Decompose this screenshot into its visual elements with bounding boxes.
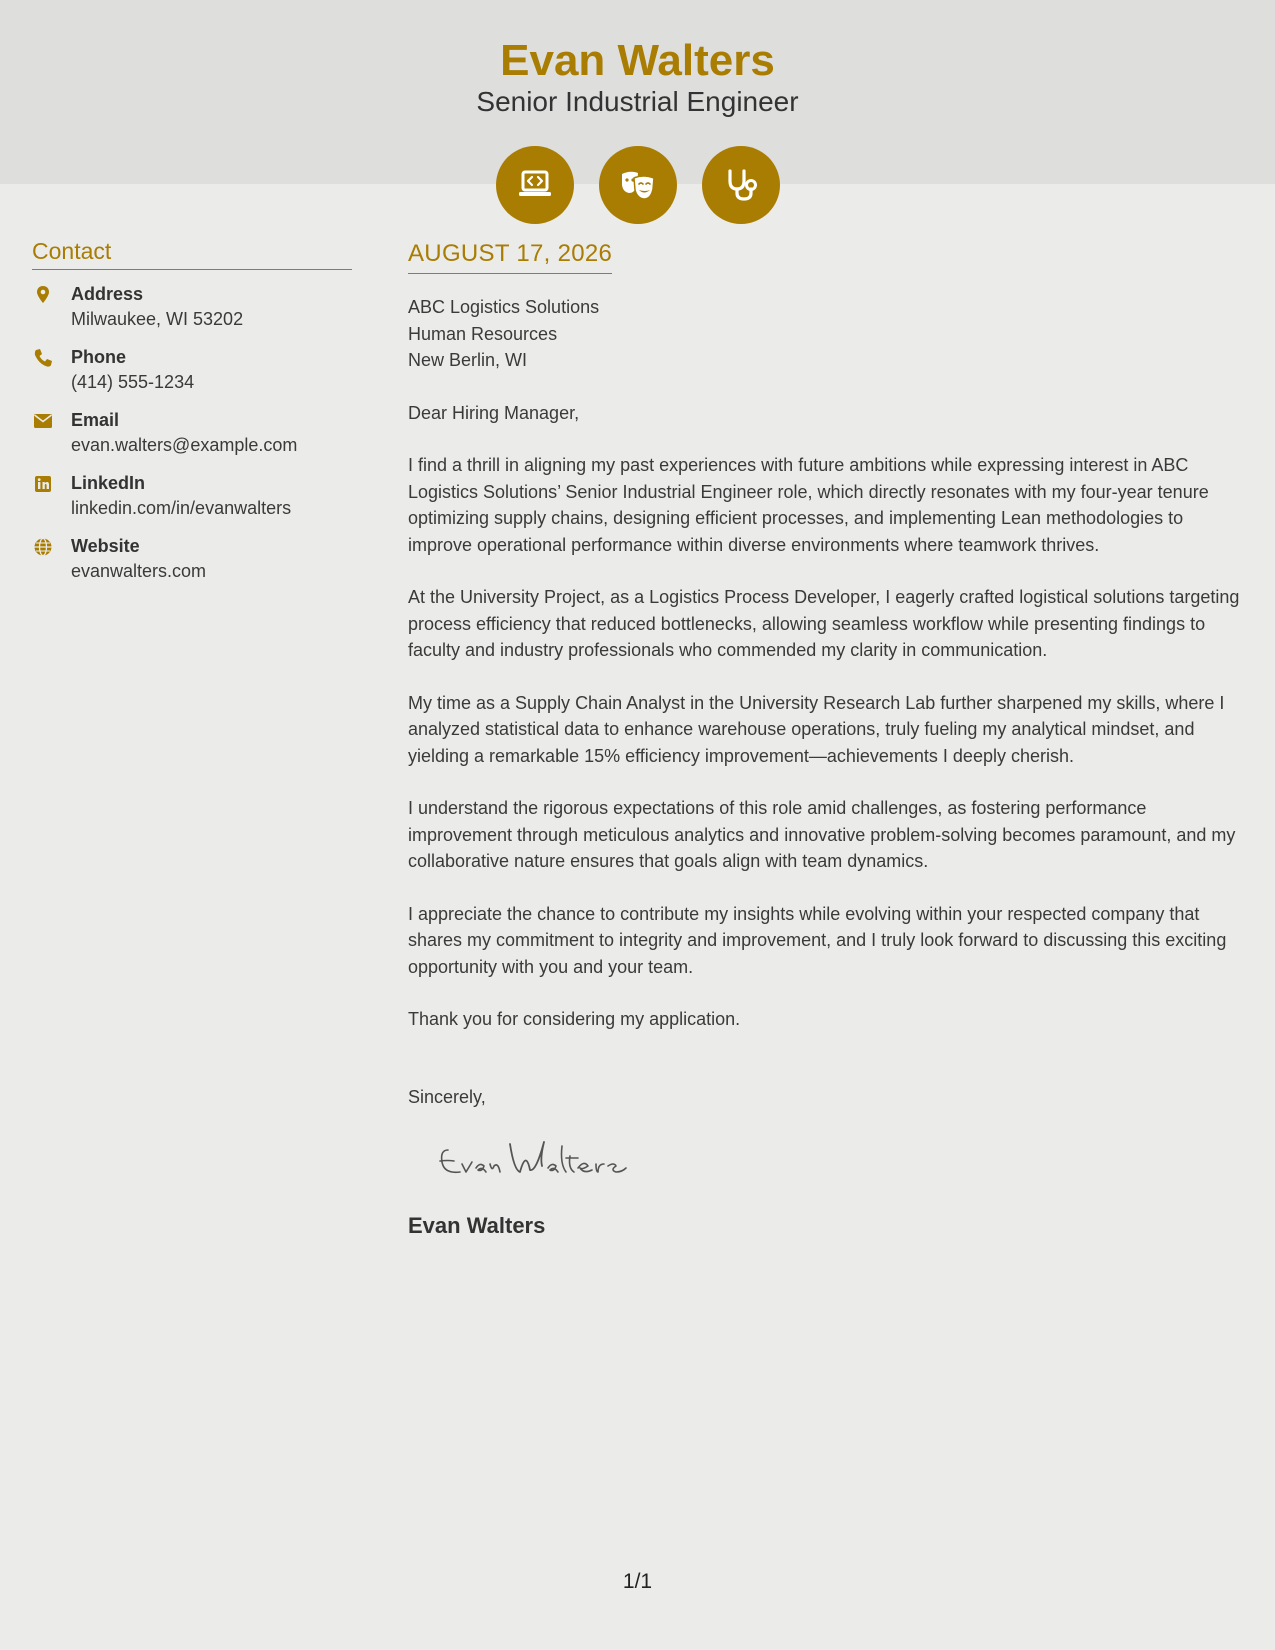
contact-value: Milwaukee, WI 53202 <box>71 309 244 329</box>
stethoscope-icon <box>721 165 761 205</box>
theater-masks-icon <box>618 165 658 205</box>
contact-label: Website <box>71 536 140 556</box>
paragraph: I find a thrill in aligning my past experiences with future ambitions while expressing interest in ABC Logistics Solutions’ Senior Industrial Engineer role, which directly resonates with my four-year tenure optimizing supply chains, designing efficient processes, and implementing Lean methodologies to improve operational performance within diverse environments where teamwork thrives. <box>408 455 1209 555</box>
contact-website <box>32 534 352 584</box>
letter-date: AUGUST 17, 2026 <box>408 240 612 274</box>
stethoscope-badge <box>702 146 780 224</box>
recipient-block <box>408 294 1250 374</box>
recipient-company: ABC Logistics Solutions <box>408 297 600 317</box>
candidate-name: Evan Walters <box>500 36 775 85</box>
contact-section-title: Contact <box>32 238 352 270</box>
paragraph: I understand the rigorous expectations of this role amid challenges, as fostering performance improvement through meticulous analytics and innovative problem-solving becomes paramount, and my collaborative nature ensures that goals align with team dynamics. <box>408 798 1236 871</box>
paragraph: Thank you for considering my application. <box>408 1009 741 1029</box>
recipient-department: Human Resources <box>408 323 558 344</box>
envelope-icon <box>32 410 54 432</box>
contact-label: Email <box>71 410 120 430</box>
letter-body <box>408 240 1250 1239</box>
salutation: Dear Hiring Manager, <box>408 402 580 423</box>
closing: Sincerely, <box>408 1086 486 1107</box>
contact-value: evanwalters.com <box>71 561 207 581</box>
contact-linkedin <box>32 471 352 521</box>
candidate-title: Senior Industrial Engineer <box>476 86 799 117</box>
laptop-code-icon <box>515 165 555 205</box>
laptop-code-badge <box>496 146 574 224</box>
contact-value: (414) 555-1234 <box>71 372 195 392</box>
paragraph: My time as a Supply Chain Analyst in the University Research Lab further sharpened my skills, where I analyzed statistical data to enhance warehouse operations, truly fueling my analytical mindset, and yielding a remarkable 15% efficiency improvement—achievements I deeply cherish. <box>408 692 1225 766</box>
paragraph: At the University Project, as a Logistics Process Developer, I eagerly crafted logistical solutions targeting process efficiency that reduced bottlenecks, allowing seamless workflow while presenting findings to faculty and industry professionals who commended my clarity in communication. <box>408 587 1240 660</box>
recipient-location: New Berlin, WI <box>408 350 528 370</box>
interest-badges <box>496 146 780 224</box>
theater-masks-badge <box>599 146 677 224</box>
contact-phone <box>32 345 352 395</box>
linkedin-icon <box>32 473 54 495</box>
contact-value: linkedin.com/in/evanwalters <box>71 498 292 518</box>
contact-address <box>32 282 352 332</box>
sidebar <box>32 238 352 597</box>
page-number: 1/1 <box>622 1570 653 1593</box>
contact-label: Address <box>71 284 144 304</box>
signature-image <box>430 1130 650 1190</box>
contact-label: Phone <box>71 347 127 367</box>
globe-icon <box>32 536 54 558</box>
contact-email <box>32 408 352 458</box>
signer-name: Evan Walters <box>408 1212 546 1238</box>
paragraph: I appreciate the chance to contribute my insights while evolving within your respected company that shares my commitment to integrity and improvement, and I truly look forward to discussing this exciting opportunity with you and your team. <box>408 903 1227 977</box>
contact-value: evan.walters@example.com <box>71 435 298 455</box>
contact-label: LinkedIn <box>71 473 146 493</box>
phone-icon <box>32 347 54 369</box>
map-pin-icon <box>32 284 54 306</box>
contact-list <box>32 282 352 584</box>
